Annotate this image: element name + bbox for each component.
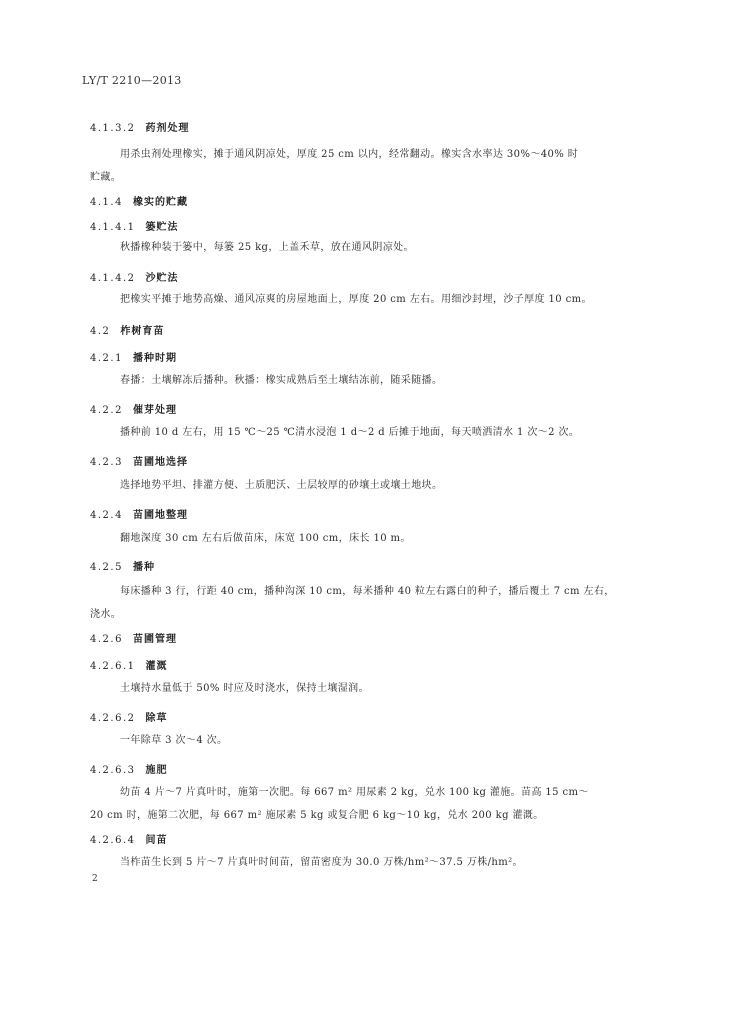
section-title: 施肥 — [145, 765, 168, 776]
section-number: 4.1.3.2 — [90, 123, 136, 134]
paragraph — [90, 527, 630, 550]
section-number: 4.2.1 — [90, 353, 123, 364]
section-title: 柞树育苗 — [120, 326, 165, 337]
paragraph-line: 春播：土壤解冻后播种。秋播：橡实成熟后至土壤结冻前，随采随播。 — [120, 375, 443, 386]
section-number: 4.2.6.2 — [90, 713, 136, 724]
paragraph-line: 浇水。 — [90, 609, 122, 620]
section-title: 篓贮法 — [145, 222, 179, 233]
paragraph — [90, 781, 630, 827]
section-heading — [90, 630, 177, 645]
section-title: 药剂处理 — [145, 123, 190, 134]
section-number: 4.2.6.4 — [90, 835, 136, 846]
paragraph-line: 选择地势平坦、排灌方便、土质肥沃、土层较厚的砂壤土或壤土地块。 — [120, 480, 443, 491]
section-title: 橡实的贮藏 — [132, 197, 188, 208]
paragraph — [90, 236, 630, 259]
paragraph-line: 把橡实平摊于地势高燥、通风凉爽的房屋地面上，厚度 20 cm 左右。用细沙封埋，沙子厚度 10 cm。 — [120, 294, 592, 305]
paragraph-line: 一年除草 3 次～4 次。 — [120, 735, 228, 746]
section-heading — [90, 401, 177, 416]
paragraph-line: 幼苗 4 片～7 片真叶时，施第一次肥。每 667 m² 用尿素 2 kg，兑水 100 kg 灌施。苗高 15 cm～ — [120, 787, 589, 798]
section-number: 4.2.6 — [90, 634, 123, 645]
paragraph-line: 翻地深度 30 cm 左右后做苗床，床宽 100 cm，床长 10 m。 — [120, 533, 411, 544]
section-title: 间苗 — [145, 835, 168, 846]
paragraph — [90, 580, 630, 626]
paragraph — [90, 677, 630, 700]
section-heading — [90, 657, 168, 672]
section-title: 苗圃地整理 — [132, 510, 188, 521]
section-number: 4.2.2 — [90, 405, 123, 416]
paragraph-line: 每床播种 3 行，行距 40 cm，播种沟深 10 cm，每米播种 40 粒左右露白的种子，播后覆土 7 cm 左右， — [120, 586, 615, 597]
section-heading — [90, 831, 168, 846]
paragraph — [90, 729, 630, 752]
section-heading — [90, 193, 188, 208]
section-heading — [90, 761, 168, 776]
section-title: 沙贮法 — [145, 273, 179, 284]
paragraph — [90, 143, 630, 189]
section-title: 苗圃地选择 — [132, 457, 188, 468]
section-heading — [90, 558, 155, 573]
paragraph — [90, 288, 630, 311]
section-title: 播种 — [132, 562, 155, 573]
section-heading — [90, 506, 188, 521]
section-heading — [90, 269, 179, 284]
section-heading — [90, 322, 164, 337]
page-number: 2 — [92, 874, 98, 884]
paragraph-line: 秋播橡种装于篓中，每篓 25 kg，上盖禾草，放在通风阴凉处。 — [120, 242, 414, 253]
section-title: 除草 — [145, 713, 168, 724]
standard-code-header: LY/T 2210—2013 — [82, 74, 182, 87]
section-title: 灌溉 — [145, 661, 168, 672]
paragraph-line: 土壤持水量低于 50% 时应及时浇水，保持土壤湿润。 — [120, 683, 369, 694]
section-heading — [90, 709, 168, 724]
section-heading — [90, 349, 177, 364]
paragraph-line: 贮藏。 — [90, 172, 122, 183]
section-number: 4.2 — [90, 326, 111, 337]
section-heading — [90, 453, 188, 468]
section-number: 4.2.5 — [90, 562, 123, 573]
paragraph-line: 20 cm 时，施第二次肥，每 667 m² 施尿素 5 kg 或复合肥 6 kg～10 kg，兑水 200 kg 灌溉。 — [90, 810, 544, 821]
paragraph-line: 播种前 10 d 左右，用 15 ℃～25 ℃清水浸泡 1 d～2 d 后摊于地面，每天喷洒清水 1 次～2 次。 — [120, 427, 580, 438]
section-title: 播种时期 — [132, 353, 177, 364]
paragraph — [90, 851, 630, 874]
section-number: 4.1.4.1 — [90, 222, 136, 233]
section-number: 4.2.3 — [90, 457, 123, 468]
paragraph — [90, 474, 630, 497]
section-title: 苗圃管理 — [132, 634, 177, 645]
section-title: 催芽处理 — [132, 405, 177, 416]
section-number: 4.1.4 — [90, 197, 123, 208]
section-number: 4.2.6.1 — [90, 661, 136, 672]
section-number: 4.1.4.2 — [90, 273, 136, 284]
section-number: 4.2.4 — [90, 510, 123, 521]
paragraph — [90, 421, 630, 444]
paragraph — [90, 369, 630, 392]
paragraph-line: 用杀虫剂处理橡实，摊于通风阴凉处，厚度 25 cm 以内，经常翻动。橡实含水率达 30%～40% 时 — [120, 149, 579, 160]
section-heading — [90, 218, 179, 233]
paragraph-line: 当柞苗生长到 5 片～7 片真叶时间苗，留苗密度为 30.0 万株/hm²～37.5 万株/hm²。 — [120, 857, 523, 868]
section-heading — [90, 119, 190, 134]
section-number: 4.2.6.3 — [90, 765, 136, 776]
